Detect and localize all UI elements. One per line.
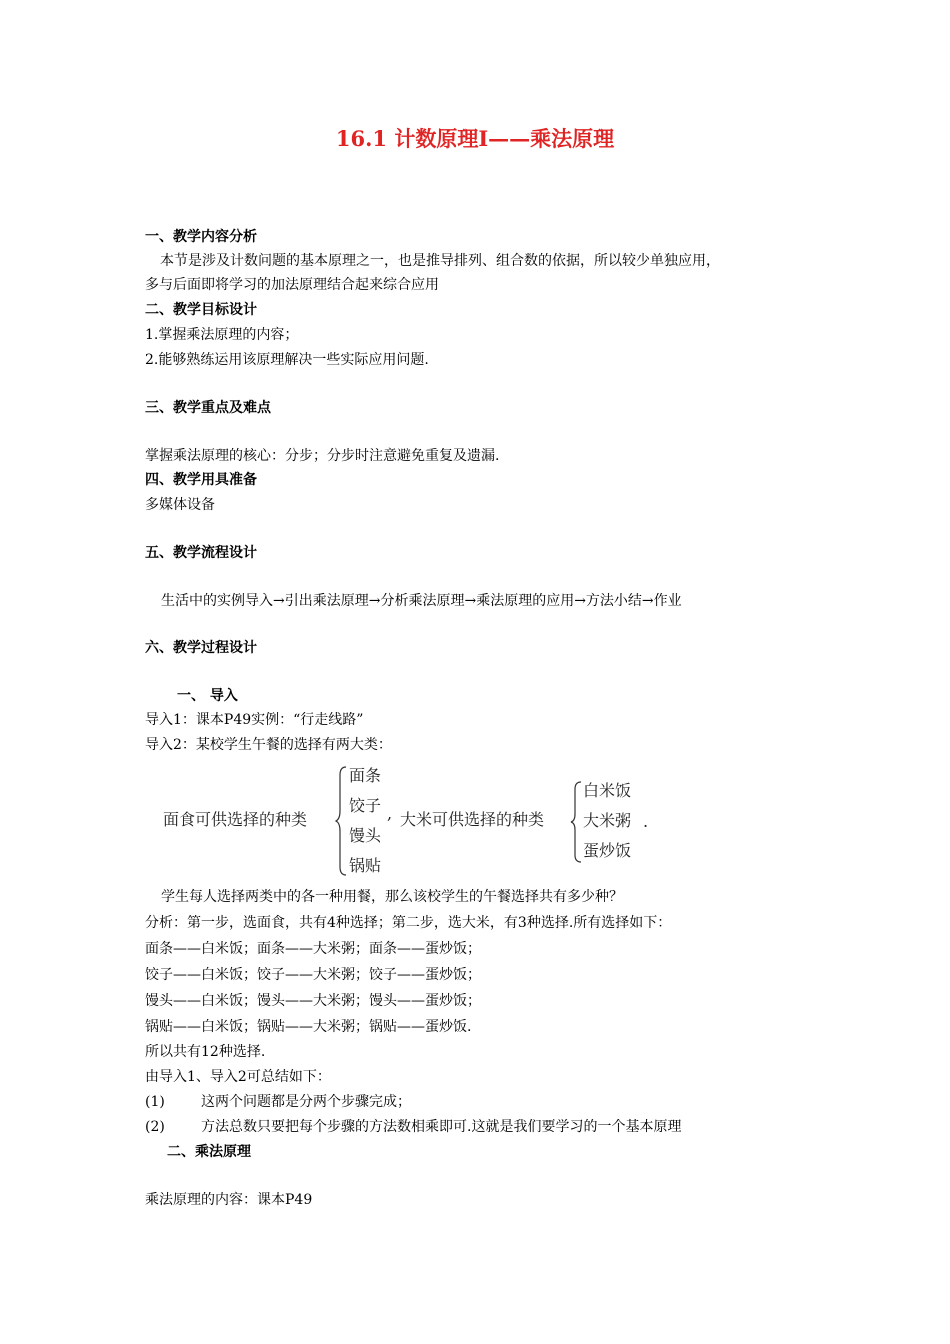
subsection-heading-principle: 二、乘法原理 xyxy=(167,1144,251,1160)
formula-right-item: 大米粥 xyxy=(583,811,632,830)
formula-left-label: 面食可供选择的种类 xyxy=(163,810,308,829)
formula-left-item: 面条 xyxy=(349,766,382,785)
list-item: 面条——白米饭；面条——大米粥；面条——蛋炒饭； xyxy=(145,941,481,957)
point-number: (1) xyxy=(145,1094,165,1110)
section-heading-2: 二、教学目标设计 xyxy=(145,302,257,318)
subsection-heading-intro: 一、 导入 xyxy=(177,688,238,704)
formula-right-item: 白米饭 xyxy=(583,781,632,800)
formula-left-item: 馒头 xyxy=(349,826,382,845)
list-item: 馒头——白米饭；馒头——大米粥；馒头——蛋炒饭； xyxy=(145,993,481,1009)
flow-paragraph: 生活中的实例导入→引出乘法原理→分析乘法原理→乘法原理的应用→方法小结→作业 xyxy=(161,593,682,609)
paragraph: 所以共有12种选择. xyxy=(145,1044,266,1060)
paragraph: 乘法原理的内容：课本P49 xyxy=(145,1192,313,1208)
formula-period: . xyxy=(643,812,649,831)
section-heading-4: 四、教学用具准备 xyxy=(145,472,257,488)
list-item: 锅贴——白米饭；锅贴——大米粥；锅贴——蛋炒饭. xyxy=(145,1019,472,1035)
document-title: 16.1 计数原理Ⅰ——乘法原理 xyxy=(335,126,615,151)
formula-right-item: 蛋炒饭 xyxy=(583,841,632,860)
formula-left-item: 锅贴 xyxy=(349,856,382,875)
formula-comma: , xyxy=(387,804,393,823)
list-item: 饺子——白米饭；饺子——大米粥；饺子——蛋炒饭； xyxy=(145,967,481,983)
section-heading-1: 一、教学内容分析 xyxy=(145,229,257,245)
list-item: 1.掌握乘法原理的内容； xyxy=(145,327,299,343)
formula-left-item: 饺子 xyxy=(349,796,382,815)
paragraph: 由导入1、导入2可总结如下： xyxy=(145,1069,331,1085)
paragraph: 多与后面即将学习的加法原理结合起来综合应用 xyxy=(145,277,439,293)
list-item: 方法总数只要把每个步骤的方法数相乘即可.这就是我们要学习的一个基本原理 xyxy=(201,1119,682,1135)
paragraph: 多媒体设备 xyxy=(145,497,215,513)
section-heading-5: 五、教学流程设计 xyxy=(145,545,257,561)
section-heading-6: 六、教学过程设计 xyxy=(145,640,257,656)
paragraph: 学生每人选择两类中的各一种用餐，那么该校学生的午餐选择共有多少种？ xyxy=(161,889,623,905)
formula-right-label: 大米可供选择的种类 xyxy=(400,810,545,829)
list-item: 2.能够熟练运用该原理解决一些实际应用问题. xyxy=(145,352,429,368)
point-number: (2) xyxy=(145,1119,165,1135)
list-item: 这两个问题都是分两个步骤完成； xyxy=(201,1094,411,1110)
paragraph: 掌握乘法原理的核心：分步；分步时注意避免重复及遗漏. xyxy=(145,448,500,464)
paragraph: 本节是涉及计数问题的基本原理之一，也是推导排列、组合数的依据，所以较少单独应用， xyxy=(160,253,720,269)
paragraph: 导入1：课本P49实例：“行走线路” xyxy=(145,712,364,728)
paragraph: 导入2：某校学生午餐的选择有两大类： xyxy=(145,737,392,753)
paragraph: 分析：第一步，选面食，共有4种选择；第二步，选大米，有3种选择.所有选择如下： xyxy=(145,915,672,931)
left-brace-icon xyxy=(336,765,348,877)
section-heading-3: 三、教学重点及难点 xyxy=(145,400,271,416)
right-brace-icon xyxy=(571,780,583,864)
